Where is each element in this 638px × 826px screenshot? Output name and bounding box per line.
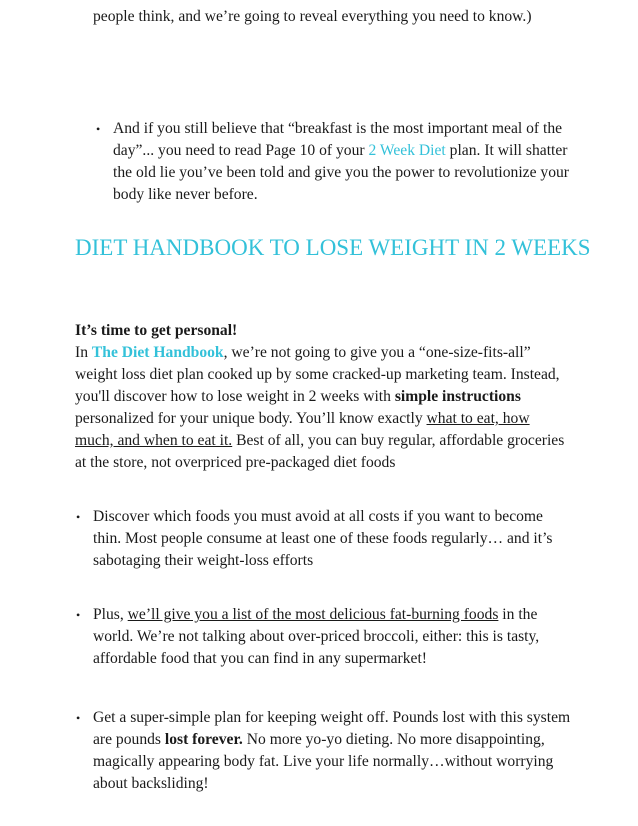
breakfast-text-before: And if you still believe that “breakfast is the most important meal of the day”... you need to read Page 10 of your [113,120,563,159]
diet-handbook-link[interactable]: The Diet Handbook [91,344,224,361]
intro-paragraph [75,320,570,474]
intro-underlined: what to eat, how much, and when to eat it. [75,410,530,449]
item3-bold: lost forever. [164,731,243,748]
intro-text-2: personalized for your unique body. You’ll know exactly [75,410,427,427]
bullet-item-keep-weight-off [93,707,573,795]
item2-after: in the world. We’re not talking about over-priced broccoli, either: this is tasty, affordable food that you can find in any supermarket! [93,606,540,667]
intro-in-word: In [75,344,92,361]
breakfast-text-after: plan. It will shatter the old lie you’ve been told and give you the power to revolutionize your body like never before. [113,142,569,203]
intro-text-1: , we’re not going to give you a “one-size-fits-all” weight loss diet plan cooked up by some cracked-up marketing team. Instead, you'll discover how to lose weight in 2 weeks with [75,344,560,405]
bullet-marker: • [76,608,81,622]
breakfast-bullet [113,118,583,206]
item2-before: Plus, [93,606,128,623]
item2-underlined: we’ll give you a list of the most delicious fat-burning foods [127,606,499,623]
intro-bold-line: It’s time to get personal! [75,322,238,339]
intro-text-3: Best of all, you can buy regular, affordable groceries at the store, not overpriced pre-packaged diet foods [75,432,565,471]
bullet-item-avoid-foods: Discover which foods you must avoid at all costs if you want to become thin. Most people consume at least one of these foods regularly… and it’s sabotaging their weight-loss efforts [93,508,553,569]
intro-bold-simple: simple instructions [394,388,521,405]
two-week-diet-link[interactable]: 2 Week Diet [368,142,446,159]
bullet-marker: • [76,711,81,725]
item3-after: No more yo-yo dieting. No more disappointing, magically appearing body fat. Live your life normally…without worrying about backsliding! [93,731,554,792]
item3-before: Get a super-simple plan for keeping weight off. Pounds lost with this system are pounds [93,709,571,748]
section-heading: DIET HANDBOOK TO LOSE WEIGHT IN 2 WEEKS [75,235,591,260]
bullet-item-fat-burning-foods [93,604,573,670]
bullet-marker: • [76,510,81,524]
bullet-marker: • [96,122,101,136]
top-paragraph: people think, and we’re going to reveal everything you need to know.) [93,8,532,25]
